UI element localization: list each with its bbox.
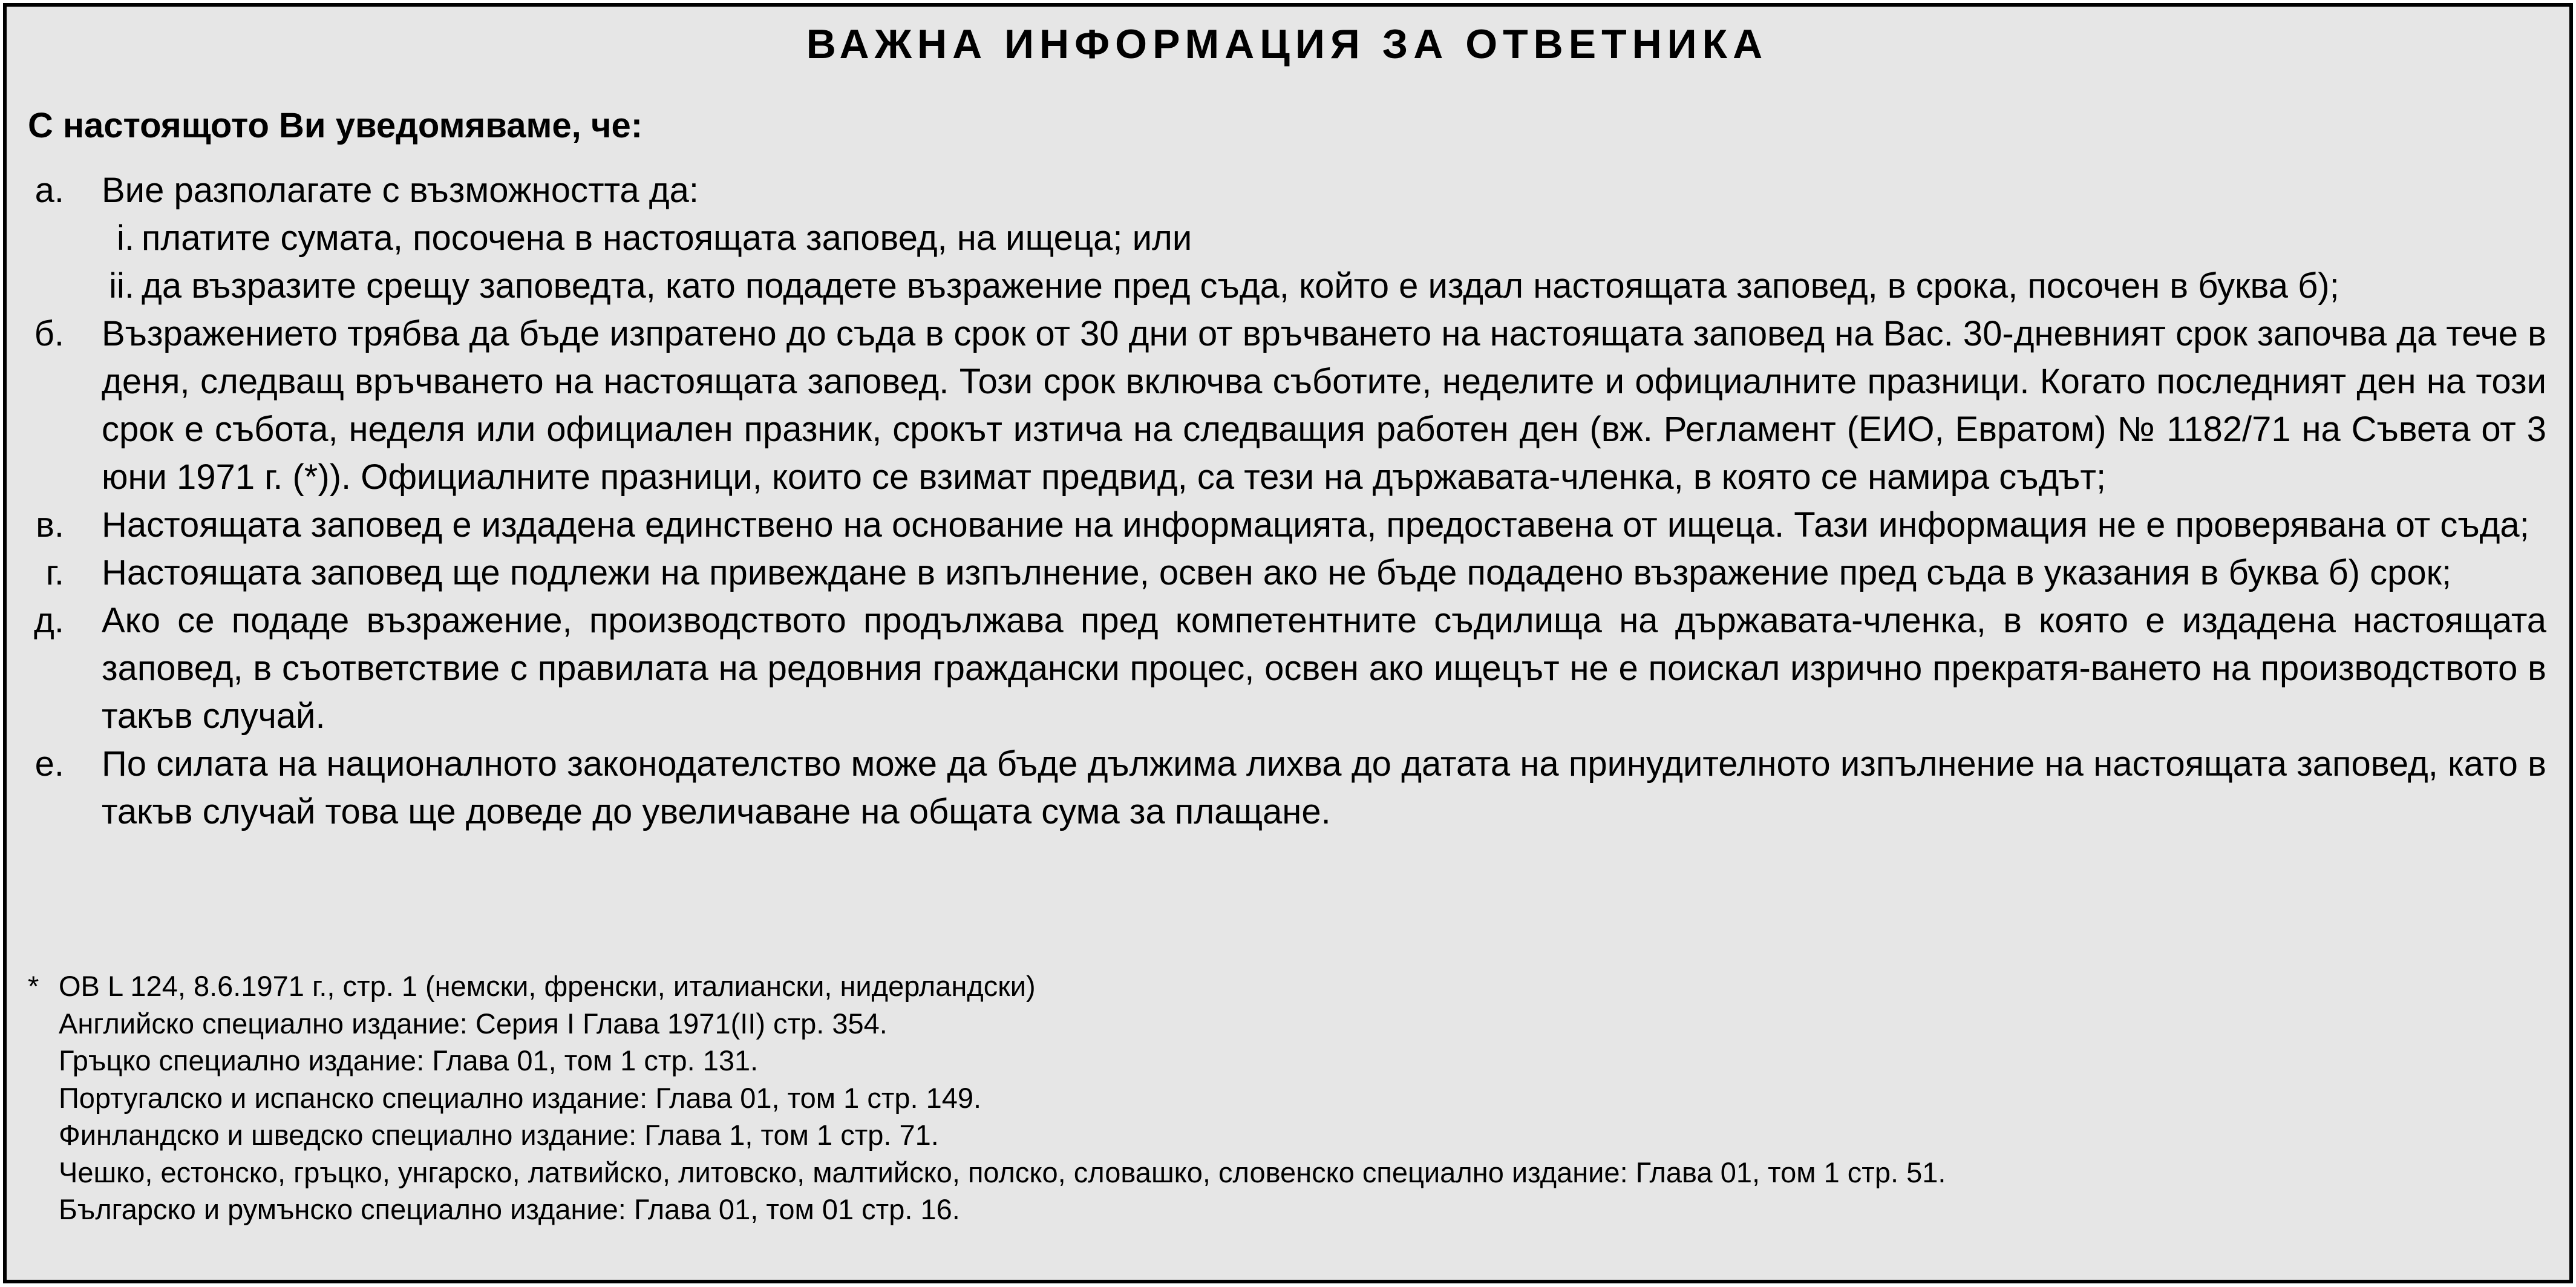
item-text: Настоящата заповед ще подлежи на привеждане в изпълнение, освен ако не бъде подадено възражение пред съда в указания в буква б) срок; <box>102 553 2452 592</box>
footnote-text: Английско специално издание: Серия I Глава 1971(II) стр. 354. <box>59 1007 888 1040</box>
sub-item-i <box>28 214 2546 262</box>
footnote-line <box>28 1079 2546 1117</box>
sub-item-text: да възразите срещу заповедта, като подадете възражение пред съда, който е издал настоящата заповед, в срока, посочен в буква б); <box>142 266 2339 306</box>
item-text: Настоящата заповед е издадена единствено на основание на информацията, предоставена от ищеца. Тази информация не е проверявана от съда; <box>102 505 2529 545</box>
list-item-e <box>28 740 2546 836</box>
footnote-line <box>28 1116 2546 1154</box>
sub-item-marker: i. <box>117 218 134 258</box>
footnote-marker: * <box>28 970 39 1002</box>
notice-content <box>28 7 2546 1280</box>
item-text: Ако се подаде възражение, производството продължава пред компетентните съдилища на държавата-членка, в която е издадена настоящата заповед, в съответствие с правилата на редовния граждански процес, освен ако ищецът не е поискал изрично прекратя-ването на производството в такъв случай. <box>102 601 2546 736</box>
item-text: Възражението трябва да бъде изпратено до съда в срок от 30 дни от връчването на настоящата заповед на Вас. 30-дневният срок започва да тече в деня, следващ връчването на настоящата заповед. Този срок включва съботите, неделите и официалните празници. Когато последният ден на този срок е събота, неделя или официален празник, срокът изтича на следващия работен ден (вж. Регламент (ЕИО, Евратом) № 1182/71 на Съвета от 3 юни 1971 г. (*)). Официалните празници, които се взимат предвид, са тези на държавата-членка, в която се намира съдът; <box>102 314 2546 497</box>
list-item-a <box>28 166 2546 310</box>
item-marker: а. <box>34 171 64 210</box>
sub-item-ii <box>28 262 2546 310</box>
notice-intro: С настоящото Ви уведомяваме, че: <box>28 106 643 145</box>
footnote-block <box>28 968 2546 1228</box>
footnote-text: Гръцко специално издание: Глава 01, том 1 стр. 131. <box>59 1044 759 1076</box>
sub-item-text: платите сумата, посочена в настоящата заповед, на ищеца; или <box>142 218 1192 258</box>
footnote-line <box>28 1005 2546 1043</box>
item-text: Вие разполагате с възможността да: <box>102 171 699 210</box>
item-marker: б. <box>34 314 64 353</box>
list-item-b <box>28 310 2546 501</box>
notice-title: ВАЖНА ИНФОРМАЦИЯ ЗА ОТВЕТНИКА <box>806 21 1768 67</box>
footnote-text: Португалско и испанско специално издание: Глава 01, том 1 стр. 149. <box>59 1081 982 1114</box>
footnote-text: Българско и румънско специално издание: Глава 01, том 01 стр. 16. <box>59 1193 960 1225</box>
sub-item-marker: ii. <box>109 266 134 306</box>
footnote-line <box>28 968 2546 1005</box>
footnote-line <box>28 1042 2546 1079</box>
notice-items-list <box>28 166 2546 836</box>
item-marker: в. <box>36 505 64 545</box>
footnote-text: ОВ L 124, 8.6.1971 г., стр. 1 (немски, френски, италиански, нидерландски) <box>59 970 1036 1002</box>
footnote-text: Финландско и шведско специално издание: Глава 1, том 1 стр. 71. <box>59 1119 939 1151</box>
item-marker: е. <box>34 744 64 784</box>
footnote-line <box>28 1154 2546 1191</box>
footnote-text: Чешко, естонско, гръцко, унгарско, латвийско, литовско, малтийско, полско, словашко, словенско специално издание: Глава 01, том 1 стр. 51. <box>59 1156 1946 1188</box>
notice-box <box>3 3 2573 1283</box>
footnote-line <box>28 1191 2546 1228</box>
item-marker: д. <box>34 601 64 640</box>
list-item-g <box>28 549 2546 597</box>
item-text: По силата на националното законодателство може да бъде дължима лихва до датата на принудителното изпълнение на настоящата заповед, като в такъв случай това ще доведе до увеличаване на общата сума за плащане. <box>102 744 2546 831</box>
list-item-d <box>28 597 2546 740</box>
item-marker: г. <box>45 553 64 592</box>
list-item-v <box>28 501 2546 549</box>
